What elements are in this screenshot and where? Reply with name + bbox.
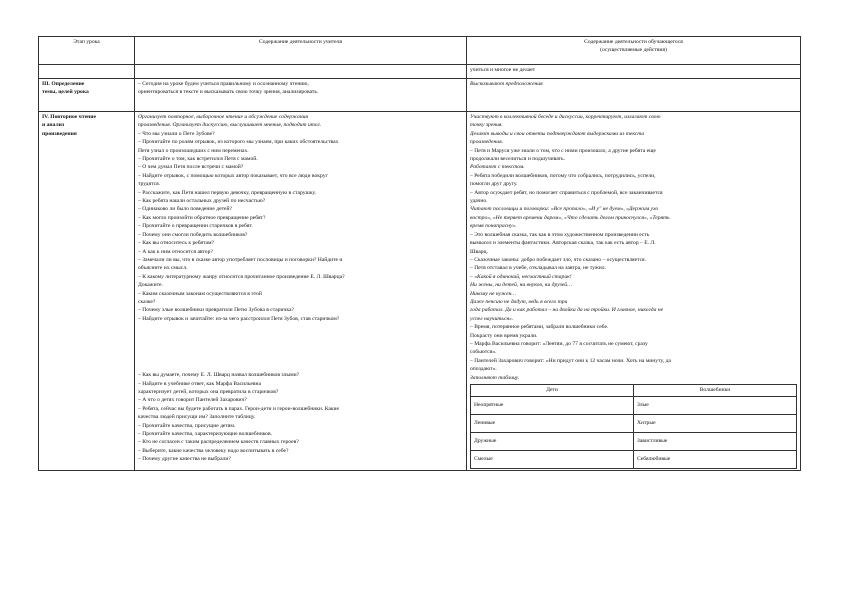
text-line: – Сказочные законы: добро побеждает зло, что сказано – осуществляется. — [470, 256, 647, 263]
text-line: – Почему другие качества не выбрали? — [138, 456, 231, 463]
text-line: – Прочитайте качества, характеризующие волшебников. — [138, 431, 273, 437]
text-line: – Время, потерянное ребятами, забрали волшебники себе. — [470, 324, 609, 331]
text-line: – «Какой я одинокий, несчастный старик! — [470, 273, 572, 280]
text-line: Ни жены, ни детей, ни внуков, ни друзей… — [470, 282, 573, 289]
lesson-table — [38, 36, 801, 471]
text-line: трудятся. — [138, 181, 161, 188]
text-line: – Петя и Маруся уже знали о том, что с ними произошло, а другие ребята еще — [470, 147, 656, 154]
text-line: – Автор осуждает ребят, но помогает справиться с проблемой, все заканчивается — [470, 189, 663, 196]
stage-3-student: Высказывают предположения — [467, 79, 801, 112]
student-actions — [470, 113, 797, 382]
stage-4-row — [39, 112, 801, 471]
text-line: – Прочитайте о превращении старичков в ребят. — [138, 223, 253, 230]
text-line: Заполняют таблицу. — [470, 374, 520, 381]
text-line: – Ребята, сейчас вы будете работать в парах. Герои-дети и герои-волшебники. Какие — [138, 405, 340, 412]
header-student-line1: Содержание деятельности обучающегося — [584, 39, 683, 45]
text-line: продолжали веселиться и подшучивать. — [470, 156, 565, 163]
text-line: – Найдите в учебнике ответ, как Марфа Васильевна — [138, 380, 262, 387]
header-student — [467, 37, 801, 65]
text-line: вымысел и элементы фантастики. Авторская сказка, так как есть автор – Е. Л. — [470, 240, 656, 247]
sub-row-stage — [39, 65, 135, 79]
text-line: Участвуют в коллективной беседе и дискуссии, корректируют, излагают свою — [470, 114, 661, 120]
text-line: – Ребята победили волшебников, потому что собрались, потрудились, успели, — [470, 172, 656, 179]
text-line: года работал. Да и как работал – на двойки да на тройки. И главное, никогда не — [470, 307, 664, 314]
text-line: сказке? — [138, 298, 156, 305]
stage-3-teacher: – Сегодня на уроке будем учиться правильному и осознанному чтению, ориентироваться в тексте и высказывать свою точку зрения, анализировать. — [135, 79, 467, 112]
text-line: востро», «Не теряет времени даром», «Что сделать делом прикоснулся», «Терять — [470, 214, 670, 221]
text-line: – Почему злые волшебники превратили Петю Зубова в старичка? — [138, 307, 294, 314]
text-line: опоздают». — [470, 366, 497, 373]
text-line: удачно. — [470, 198, 488, 205]
text-line: качества людей присущи им? Заполните таблицу. — [138, 414, 256, 421]
text-line: – Прочитайте качества, присущие детям. — [138, 422, 236, 429]
qualities-table — [470, 384, 797, 469]
qualities-cell: Злые — [634, 397, 797, 415]
qualities-head-wizards: Волшебники — [634, 385, 797, 397]
text-line: – О чем думал Петя после встречи с мамой? — [138, 164, 244, 171]
text-line: объясните их смысл. — [138, 265, 188, 272]
qualities-cell: Хитрые — [634, 415, 797, 433]
text-line: Работают с текстом. — [470, 164, 525, 171]
stage-4-teacher — [135, 112, 467, 471]
stage-3-label: III. Определение темы, целей урока — [39, 79, 135, 112]
text-line: – Выберите, какие качества человеку надо воспитывать в себе? — [138, 447, 289, 454]
qualities-header — [471, 385, 797, 397]
text-line: Покрасту они время украли. — [470, 332, 538, 339]
text-line: – Как могло произойти обратное превращение ребят? — [138, 214, 266, 221]
text-line: Читают пословицы и поговорки: «Все пропало», «И у" не дуем», «Держим ухо — [470, 206, 659, 213]
text-line: – Это волшебная сказка, так как в этом художественном произведении есть — [470, 231, 650, 238]
text-line: – К какому литературному жанру относится прочитанное произведение Е. Л. Шварца? — [138, 273, 345, 280]
teacher-actions-top — [138, 113, 463, 323]
text-line: – Каким сказочным законам осуществляются в этой — [138, 290, 262, 297]
text-line: – Одинаково ли было поведение детей? — [138, 206, 233, 213]
qualities-cell: Ленивые — [471, 415, 634, 433]
text-line: успел научиться». — [470, 315, 514, 322]
header-student-line2: (осуществляемые действия) — [600, 47, 667, 54]
text-line: – Как вы относитесь к ребятам? — [138, 240, 215, 247]
text-line: Даже пенсию не дадут, ведь я всего три — [470, 298, 568, 305]
teacher-actions-bottom — [138, 371, 463, 463]
qualities-row — [471, 433, 797, 451]
sub-row-teacher — [135, 65, 467, 79]
text-line: характеризует детей, которых она превратила в старичков? — [138, 388, 279, 395]
qualities-cell: Завистливые — [634, 433, 797, 451]
text-line: собьются». — [470, 349, 497, 356]
text-line: – Найдите отрывок, с помощью которых автор показывает, что все люди вокруг — [138, 172, 328, 179]
qualities-cell: Неопрятные — [471, 397, 634, 415]
qualities-row — [471, 451, 797, 469]
text-line: – Как ребята нашли остальных друзей по несчастью? — [138, 198, 266, 205]
text-line: – Найдите отрывок и зачитайте: из-за чего расстроился Петя Зубов, став старичком? — [138, 315, 340, 322]
text-line: – Петя отставал в учебе, откладывал на завтра, не тужил. — [470, 265, 606, 272]
text-line: – Замечали ли вы, что в сказке автор употребляет пословицы и поговорки? Найдите и — [138, 256, 343, 263]
text-line: точку зрения. — [470, 122, 503, 129]
qualities-cell: Дружные — [471, 433, 634, 451]
text-line: – Кто не согласен с таким распределением качеств главных героев? — [138, 439, 299, 446]
text-line: Петя узнал о произошедших с ним переменах. — [138, 147, 249, 154]
header-row — [39, 37, 801, 65]
text-line: Шварц. — [470, 248, 488, 255]
qualities-row — [471, 415, 797, 433]
text-line: – Что мы узнали о Пете Зубове? — [138, 130, 215, 137]
text-line: – Расскажите, как Петя нашел первую девочку, превращенную в старушку. — [138, 189, 317, 196]
text-line: – А что о детях говорит Пантелей Захарович? — [138, 397, 247, 404]
text-line: время понапрасну». — [470, 223, 517, 230]
stage-4-label: IV. Повторное чтение и анализ произведения — [39, 112, 135, 471]
text-line: Докажите. — [138, 282, 163, 289]
sub-row-student: учиться и многое не делает — [467, 65, 801, 79]
sub-row — [39, 65, 801, 79]
stage-3-row — [39, 79, 801, 112]
text-line: Делают выводы и свои ответы подтверждают выдержками из текста — [470, 130, 645, 137]
text-line: Никому не нужен… — [470, 290, 517, 297]
header-teacher: Содержание деятельности учителя — [135, 37, 467, 65]
text-line: – Марфа Васильевна говорит: «Лентяи, до 77 я сосчитать не сумеют, сразу — [470, 340, 648, 347]
qualities-cell: Смелые — [471, 451, 634, 469]
text-line: – Пантелей Захарович говорит: «Ни придут они к 12 часам ночи. Хоть на минуту, да — [470, 357, 671, 364]
text-line: – Почему они смогли победить волшебников? — [138, 231, 248, 238]
qualities-row — [471, 397, 797, 415]
stage-4-student — [467, 112, 801, 471]
text-line: – А как к ним относится автор? — [138, 248, 213, 255]
qualities-cell: Себялюбивые — [634, 451, 797, 469]
text-line: – Прочитайте по ролям отрывок, из которого мы узнаем, при каких обстоятельствах — [138, 139, 339, 146]
header-stage: Этап урока — [39, 37, 135, 65]
text-line: – Как вы думаете, почему Е. Л. Шварц назвал волшебников злыми? — [138, 372, 300, 379]
spacer — [138, 323, 463, 371]
text-line: помогли друг другу. — [470, 181, 518, 188]
text-line: произведения. Организует дискуссию, выслушивает мнения, подводит итог. — [138, 122, 322, 129]
text-line: – Прочитайте о том, как встретился Петя с мамой. — [138, 156, 258, 163]
text-line: Организует повторное, выборочное чтение и обсуждение содержания — [138, 114, 309, 120]
text-line: произведения. — [470, 139, 504, 146]
qualities-head-children: Дети — [471, 385, 634, 397]
